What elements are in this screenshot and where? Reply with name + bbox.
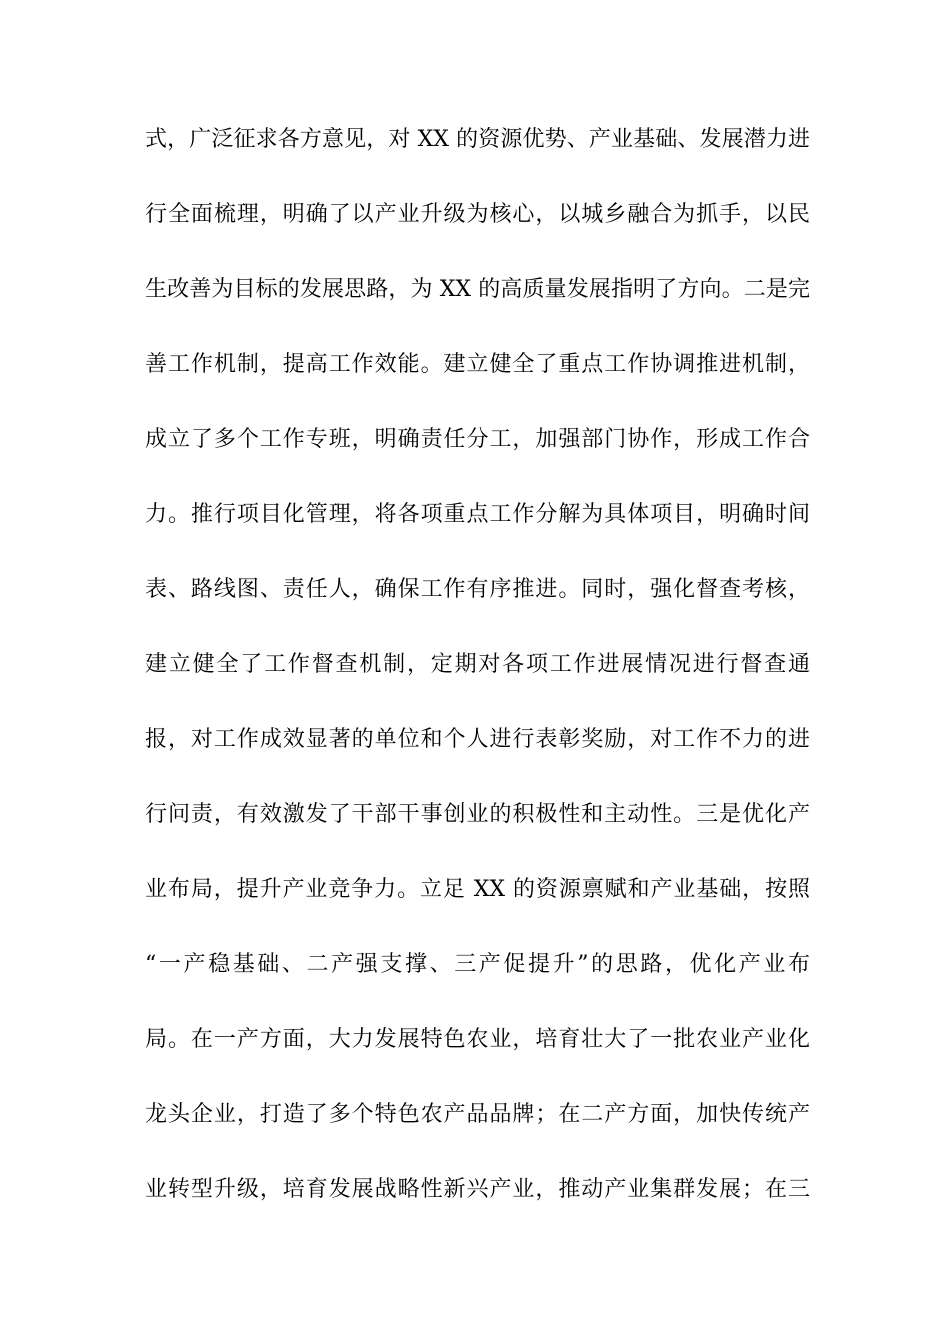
- text-line-1: 式，广泛征求各方意见，对 XX 的资源优势、产业基础、发展潜力进: [145, 127, 810, 152]
- text-line-8: 建立健全了工作督查机制，定期对各项工作进展情况进行督查通: [145, 652, 810, 677]
- text-line-9: 报，对工作成效显著的单位和个人进行表彰奖励，对工作不力的进: [145, 727, 810, 752]
- text-line-6: 力。推行项目化管理，将各项重点工作分解为具体项目，明确时间: [145, 502, 810, 527]
- text-line-3: 生改善为目标的发展思路，为 XX 的高质量发展指明了方向。二是完: [145, 277, 810, 302]
- text-line-13: 局。在一产方面，大力发展特色农业，培育壮大了一批农业产业化: [145, 1027, 810, 1052]
- text-line-5: 成立了多个工作专班，明确责任分工，加强部门协作，形成工作合: [145, 427, 810, 452]
- body-text: [145, 118, 810, 1243]
- text-line-11: 业布局，提升产业竞争力。立足 XX 的资源禀赋和产业基础，按照: [145, 877, 810, 902]
- text-line-15: 业转型升级，培育发展战略性新兴产业，推动产业集群发展；在三: [145, 1177, 810, 1202]
- text-line-14: 龙头企业，打造了多个特色农产品品牌；在二产方面，加快传统产: [145, 1102, 810, 1127]
- text-line-7: 表、路线图、责任人，确保工作有序推进。同时，强化督查考核，: [145, 577, 810, 602]
- text-line-10: 行问责，有效激发了干部干事创业的积极性和主动性。三是优化产: [145, 802, 810, 827]
- text-line-12: “一产稳基础、二产强支撑、三产促提升”的思路，优化产业布: [145, 952, 810, 977]
- text-line-4: 善工作机制，提高工作效能。建立健全了重点工作协调推进机制，: [145, 352, 810, 377]
- text-line-2: 行全面梳理，明确了以产业升级为核心，以城乡融合为抓手，以民: [145, 202, 810, 227]
